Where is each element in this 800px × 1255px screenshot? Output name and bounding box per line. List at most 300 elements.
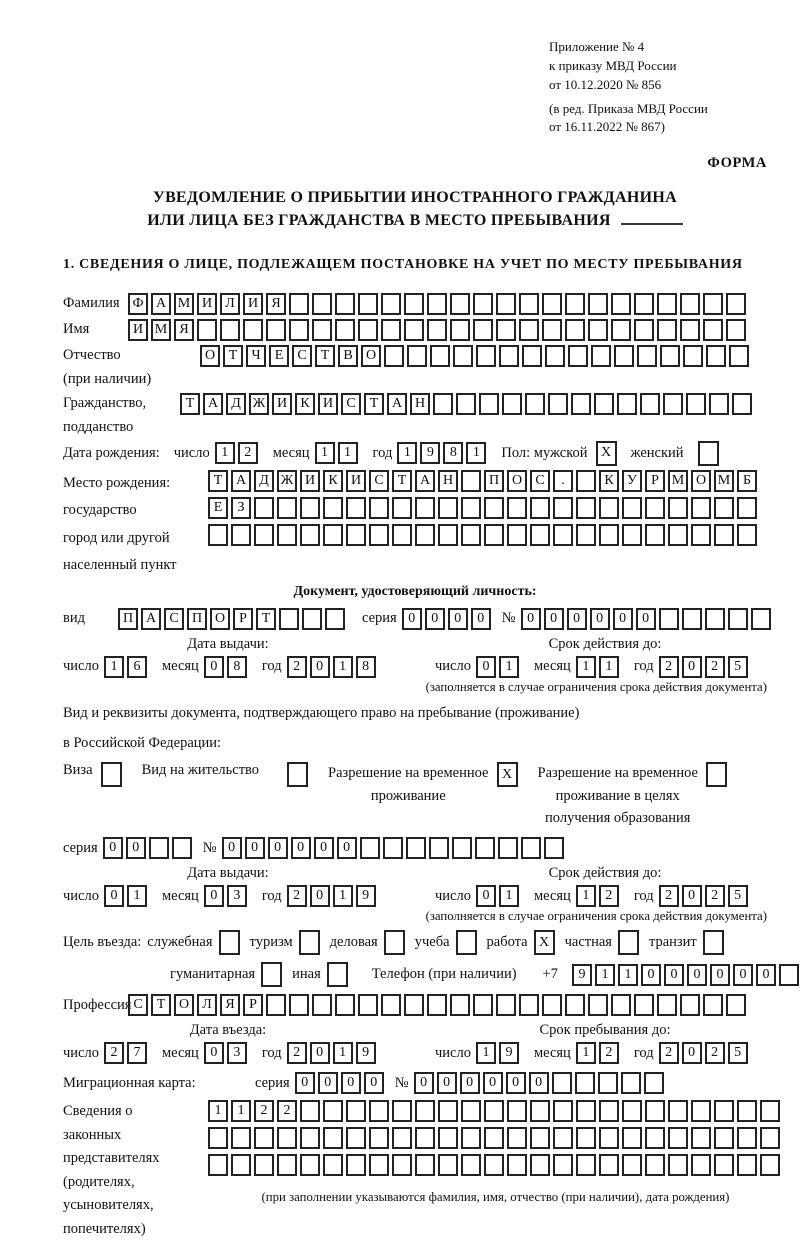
char-cell[interactable] [453,345,473,367]
char-cell[interactable] [576,497,596,519]
rvp-education-checkbox[interactable] [706,762,727,787]
char-cell[interactable] [645,1100,665,1122]
char-cell[interactable] [588,994,608,1016]
char-cell[interactable] [552,1072,572,1094]
char-cell[interactable] [553,1100,573,1122]
char-cell[interactable] [415,1154,435,1176]
char-cell[interactable] [346,1127,366,1149]
char-cell[interactable] [484,497,504,519]
char-cell[interactable] [622,524,642,546]
char-cell[interactable]: О [210,608,230,630]
char-cell[interactable]: 0 [295,1072,315,1094]
char-cell[interactable]: И [272,393,292,415]
char-cell[interactable] [496,319,516,341]
char-cell[interactable] [703,319,723,341]
char-cell[interactable] [507,497,527,519]
char-cell[interactable] [598,1072,618,1094]
char-cell[interactable]: Р [645,470,665,492]
char-cell[interactable] [407,345,427,367]
char-cell[interactable] [452,837,472,859]
char-cell[interactable]: 1 [215,442,235,464]
char-cell[interactable]: 0 [245,837,265,859]
char-cell[interactable] [484,524,504,546]
char-cell[interactable] [475,837,495,859]
char-cell[interactable]: Ф [128,293,148,315]
char-cell[interactable]: 0 [682,1042,702,1064]
char-cell[interactable] [542,994,562,1016]
char-cell[interactable] [404,994,424,1016]
char-cell[interactable]: Е [269,345,289,367]
char-cell[interactable]: 2 [659,885,679,907]
char-cell[interactable] [714,1154,734,1176]
char-cell[interactable] [634,319,654,341]
char-cell[interactable] [714,524,734,546]
char-cell[interactable] [519,293,539,315]
char-cell[interactable] [369,1100,389,1122]
char-cell[interactable] [484,1154,504,1176]
char-cell[interactable] [312,293,332,315]
char-cell[interactable]: О [200,345,220,367]
char-cell[interactable] [519,319,539,341]
char-cell[interactable] [300,1154,320,1176]
char-cell[interactable] [289,994,309,1016]
char-cell[interactable] [231,524,251,546]
char-cell[interactable] [553,524,573,546]
char-cell[interactable] [149,837,169,859]
char-cell[interactable]: 0 [613,608,633,630]
char-cell[interactable] [622,497,642,519]
char-cell[interactable]: Ж [249,393,269,415]
char-cell[interactable]: П [118,608,138,630]
char-cell[interactable]: А [415,470,435,492]
char-cell[interactable]: О [361,345,381,367]
char-cell[interactable] [691,1100,711,1122]
char-cell[interactable]: 3 [227,885,247,907]
char-cell[interactable]: А [387,393,407,415]
char-cell[interactable] [575,1072,595,1094]
char-cell[interactable] [668,497,688,519]
char-cell[interactable] [277,497,297,519]
char-cell[interactable] [621,1072,641,1094]
char-cell[interactable] [691,524,711,546]
char-cell[interactable] [415,524,435,546]
char-cell[interactable]: Ж [277,470,297,492]
char-cell[interactable] [576,1100,596,1122]
char-cell[interactable] [369,1154,389,1176]
male-checkbox[interactable]: X [596,441,617,466]
char-cell[interactable] [576,470,596,492]
char-cell[interactable] [323,524,343,546]
char-cell[interactable] [381,293,401,315]
char-cell[interactable]: 0 [756,964,776,986]
char-cell[interactable] [726,319,746,341]
char-cell[interactable]: 1 [127,885,147,907]
char-cell[interactable] [404,319,424,341]
char-cell[interactable] [760,1154,780,1176]
char-cell[interactable] [197,319,217,341]
char-cell[interactable]: 1 [333,1042,353,1064]
char-cell[interactable]: И [243,293,263,315]
char-cell[interactable] [571,393,591,415]
char-cell[interactable]: 0 [437,1072,457,1094]
char-cell[interactable]: 1 [499,656,519,678]
char-cell[interactable] [231,1154,251,1176]
char-cell[interactable] [220,319,240,341]
char-cell[interactable]: И [128,319,148,341]
char-cell[interactable] [358,994,378,1016]
char-cell[interactable] [346,497,366,519]
char-cell[interactable]: 9 [420,442,440,464]
char-cell[interactable] [542,319,562,341]
char-cell[interactable] [686,393,706,415]
char-cell[interactable] [430,345,450,367]
char-cell[interactable] [369,1127,389,1149]
char-cell[interactable]: Т [208,470,228,492]
char-cell[interactable] [599,524,619,546]
char-cell[interactable] [325,608,345,630]
char-cell[interactable] [576,524,596,546]
char-cell[interactable] [530,497,550,519]
char-cell[interactable] [383,837,403,859]
char-cell[interactable] [254,524,274,546]
char-cell[interactable]: И [300,470,320,492]
char-cell[interactable] [568,345,588,367]
char-cell[interactable] [726,994,746,1016]
char-cell[interactable] [360,837,380,859]
char-cell[interactable] [544,837,564,859]
char-cell[interactable] [611,293,631,315]
char-cell[interactable]: Т [364,393,384,415]
char-cell[interactable] [737,1127,757,1149]
char-cell[interactable] [502,393,522,415]
char-cell[interactable]: 2 [254,1100,274,1122]
char-cell[interactable] [300,1100,320,1122]
char-cell[interactable]: 0 [103,837,123,859]
char-cell[interactable] [479,393,499,415]
char-cell[interactable] [634,293,654,315]
char-cell[interactable] [392,1100,412,1122]
char-cell[interactable]: Н [438,470,458,492]
char-cell[interactable]: 3 [227,1042,247,1064]
char-cell[interactable] [429,837,449,859]
char-cell[interactable] [663,393,683,415]
char-cell[interactable]: 1 [333,885,353,907]
char-cell[interactable] [779,964,799,986]
char-cell[interactable] [484,1127,504,1149]
purpose-private-checkbox[interactable] [618,930,639,955]
char-cell[interactable]: Б [737,470,757,492]
char-cell[interactable] [461,470,481,492]
char-cell[interactable]: Я [266,293,286,315]
char-cell[interactable] [289,319,309,341]
char-cell[interactable] [622,1127,642,1149]
char-cell[interactable]: Ч [246,345,266,367]
char-cell[interactable]: 1 [104,656,124,678]
char-cell[interactable]: 0 [310,656,330,678]
char-cell[interactable] [729,345,749,367]
char-cell[interactable] [496,293,516,315]
char-cell[interactable]: 0 [291,837,311,859]
char-cell[interactable] [548,393,568,415]
char-cell[interactable] [208,524,228,546]
char-cell[interactable] [622,1100,642,1122]
visa-checkbox[interactable] [101,762,122,787]
char-cell[interactable] [392,524,412,546]
char-cell[interactable] [369,497,389,519]
char-cell[interactable] [438,524,458,546]
char-cell[interactable]: 2 [277,1100,297,1122]
char-cell[interactable]: 7 [127,1042,147,1064]
char-cell[interactable]: 1 [476,1042,496,1064]
char-cell[interactable]: О [174,994,194,1016]
char-cell[interactable] [172,837,192,859]
char-cell[interactable] [335,319,355,341]
char-cell[interactable]: О [507,470,527,492]
char-cell[interactable] [691,1154,711,1176]
char-cell[interactable] [381,994,401,1016]
char-cell[interactable] [691,497,711,519]
char-cell[interactable]: 1 [499,885,519,907]
char-cell[interactable] [657,319,677,341]
char-cell[interactable]: И [318,393,338,415]
char-cell[interactable]: 9 [356,885,376,907]
char-cell[interactable]: 0 [402,608,422,630]
char-cell[interactable] [594,393,614,415]
char-cell[interactable] [588,293,608,315]
char-cell[interactable] [415,1100,435,1122]
purpose-tourism-checkbox[interactable] [299,930,320,955]
char-cell[interactable]: 0 [204,885,224,907]
char-cell[interactable]: М [174,293,194,315]
char-cell[interactable]: М [668,470,688,492]
char-cell[interactable]: С [164,608,184,630]
char-cell[interactable] [680,293,700,315]
char-cell[interactable] [668,1100,688,1122]
char-cell[interactable]: 0 [341,1072,361,1094]
char-cell[interactable]: А [203,393,223,415]
char-cell[interactable]: 8 [227,656,247,678]
char-cell[interactable] [542,293,562,315]
purpose-study-checkbox[interactable] [456,930,477,955]
rvp-checkbox[interactable]: X [497,762,518,787]
char-cell[interactable]: 1 [397,442,417,464]
purpose-official-checkbox[interactable] [219,930,240,955]
char-cell[interactable] [737,497,757,519]
char-cell[interactable]: 5 [728,656,748,678]
char-cell[interactable] [507,1154,527,1176]
char-cell[interactable] [565,319,585,341]
char-cell[interactable]: 1 [618,964,638,986]
char-cell[interactable] [565,293,585,315]
char-cell[interactable] [384,345,404,367]
char-cell[interactable]: К [295,393,315,415]
char-cell[interactable] [737,524,757,546]
char-cell[interactable]: Т [151,994,171,1016]
char-cell[interactable] [680,319,700,341]
char-cell[interactable] [599,497,619,519]
char-cell[interactable]: У [622,470,642,492]
purpose-other-checkbox[interactable] [327,962,348,987]
char-cell[interactable]: 2 [659,1042,679,1064]
char-cell[interactable]: 5 [728,1042,748,1064]
char-cell[interactable]: 0 [337,837,357,859]
char-cell[interactable]: 0 [521,608,541,630]
char-cell[interactable]: 0 [204,656,224,678]
char-cell[interactable]: Я [174,319,194,341]
char-cell[interactable] [300,1127,320,1149]
purpose-business-checkbox[interactable] [384,930,405,955]
char-cell[interactable]: Л [197,994,217,1016]
char-cell[interactable] [657,994,677,1016]
char-cell[interactable] [231,1127,251,1149]
char-cell[interactable]: С [369,470,389,492]
char-cell[interactable] [545,345,565,367]
char-cell[interactable] [406,837,426,859]
char-cell[interactable]: 2 [705,885,725,907]
char-cell[interactable]: Д [226,393,246,415]
char-cell[interactable] [683,345,703,367]
char-cell[interactable] [243,319,263,341]
char-cell[interactable] [576,1127,596,1149]
char-cell[interactable]: П [484,470,504,492]
char-cell[interactable] [645,1127,665,1149]
char-cell[interactable]: 0 [310,1042,330,1064]
char-cell[interactable] [266,319,286,341]
char-cell[interactable] [732,393,752,415]
char-cell[interactable] [335,994,355,1016]
char-cell[interactable]: А [231,470,251,492]
char-cell[interactable]: З [231,497,251,519]
char-cell[interactable] [312,994,332,1016]
char-cell[interactable] [657,293,677,315]
char-cell[interactable]: 1 [231,1100,251,1122]
char-cell[interactable] [565,994,585,1016]
char-cell[interactable]: С [292,345,312,367]
char-cell[interactable]: 1 [595,964,615,986]
char-cell[interactable] [668,1154,688,1176]
char-cell[interactable]: 8 [443,442,463,464]
char-cell[interactable] [525,393,545,415]
char-cell[interactable] [450,994,470,1016]
char-cell[interactable]: Т [180,393,200,415]
char-cell[interactable]: Д [254,470,274,492]
char-cell[interactable]: Е [208,497,228,519]
char-cell[interactable] [680,994,700,1016]
char-cell[interactable] [637,345,657,367]
char-cell[interactable] [645,1154,665,1176]
char-cell[interactable] [737,1100,757,1122]
char-cell[interactable] [438,497,458,519]
char-cell[interactable]: 0 [364,1072,384,1094]
char-cell[interactable]: Т [392,470,412,492]
char-cell[interactable] [706,345,726,367]
char-cell[interactable]: С [341,393,361,415]
purpose-humanitarian-checkbox[interactable] [261,962,282,987]
char-cell[interactable] [553,1154,573,1176]
char-cell[interactable] [682,608,702,630]
char-cell[interactable] [519,994,539,1016]
char-cell[interactable] [599,1100,619,1122]
char-cell[interactable]: 2 [287,885,307,907]
char-cell[interactable] [438,1154,458,1176]
char-cell[interactable] [433,393,453,415]
char-cell[interactable] [521,837,541,859]
char-cell[interactable]: 0 [310,885,330,907]
char-cell[interactable] [473,293,493,315]
char-cell[interactable]: 0 [476,885,496,907]
char-cell[interactable]: 0 [636,608,656,630]
char-cell[interactable]: 6 [127,656,147,678]
char-cell[interactable]: 0 [318,1072,338,1094]
char-cell[interactable]: 0 [710,964,730,986]
char-cell[interactable] [392,1154,412,1176]
char-cell[interactable]: 2 [705,656,725,678]
char-cell[interactable]: 9 [499,1042,519,1064]
char-cell[interactable]: 0 [590,608,610,630]
char-cell[interactable] [289,293,309,315]
char-cell[interactable]: 2 [659,656,679,678]
char-cell[interactable] [660,345,680,367]
char-cell[interactable] [279,608,299,630]
char-cell[interactable] [254,497,274,519]
char-cell[interactable] [726,293,746,315]
char-cell[interactable] [691,1127,711,1149]
char-cell[interactable]: 0 [414,1072,434,1094]
char-cell[interactable] [659,608,679,630]
char-cell[interactable] [427,994,447,1016]
char-cell[interactable] [461,524,481,546]
char-cell[interactable]: С [530,470,550,492]
char-cell[interactable] [714,1100,734,1122]
char-cell[interactable] [599,1154,619,1176]
char-cell[interactable] [438,1100,458,1122]
char-cell[interactable] [728,608,748,630]
char-cell[interactable]: 0 [664,964,684,986]
char-cell[interactable]: 1 [466,442,486,464]
char-cell[interactable] [277,1127,297,1149]
char-cell[interactable] [530,1154,550,1176]
char-cell[interactable]: А [141,608,161,630]
char-cell[interactable]: 9 [572,964,592,986]
purpose-work-checkbox[interactable]: X [534,930,555,955]
char-cell[interactable]: 1 [338,442,358,464]
char-cell[interactable] [335,293,355,315]
char-cell[interactable]: 2 [287,656,307,678]
char-cell[interactable] [530,1100,550,1122]
char-cell[interactable]: 0 [314,837,334,859]
char-cell[interactable] [645,497,665,519]
char-cell[interactable] [427,319,447,341]
char-cell[interactable] [476,345,496,367]
char-cell[interactable]: П [187,608,207,630]
char-cell[interactable]: 0 [126,837,146,859]
char-cell[interactable]: А [151,293,171,315]
char-cell[interactable] [576,1154,596,1176]
char-cell[interactable] [346,1100,366,1122]
char-cell[interactable]: 0 [506,1072,526,1094]
char-cell[interactable] [346,1154,366,1176]
char-cell[interactable] [254,1127,274,1149]
char-cell[interactable]: 1 [208,1100,228,1122]
char-cell[interactable] [300,497,320,519]
char-cell[interactable] [622,1154,642,1176]
char-cell[interactable] [415,1127,435,1149]
char-cell[interactable] [751,608,771,630]
char-cell[interactable] [392,1127,412,1149]
female-checkbox[interactable] [698,441,719,466]
char-cell[interactable]: 2 [599,1042,619,1064]
char-cell[interactable] [427,293,447,315]
